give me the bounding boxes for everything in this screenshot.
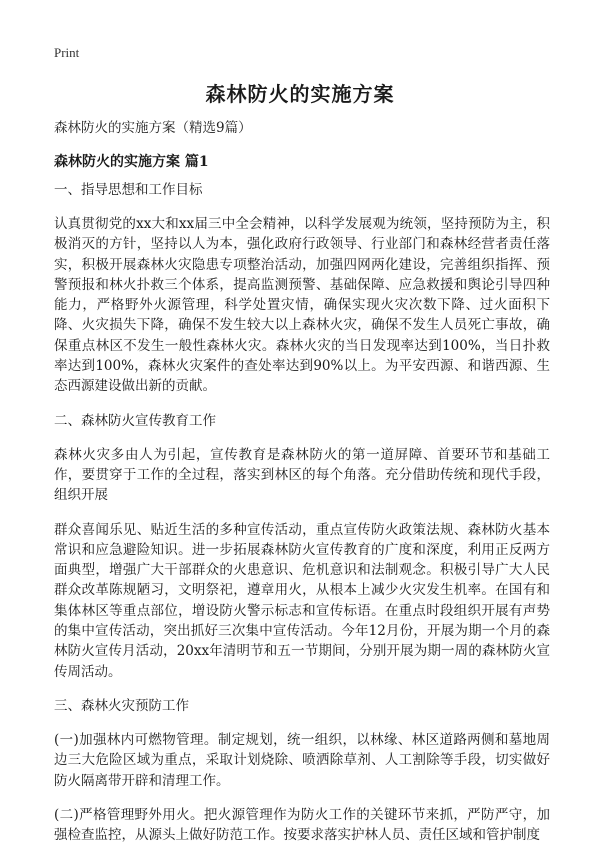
print-link[interactable]: Print (54, 45, 80, 60)
paragraph: 森林火灾多由人为引起，宣传教育是森林防火的第一道屏障、首要环节和基础工作，要贯穿于工作的全过程，落实到林区的每个角落。充分借助传统和现代手段，组织开展 (54, 446, 550, 504)
paragraph: 群众喜闻乐见、贴近生活的多种宣传活动，重点宣传防火政策法规、森林防火基本常识和应急避险知识。进一步拓展森林防火宣传教育的广度和深度，利用正反两方面典型，增强广大干部群众的火患意识、危机意识和法制观念。积极引导广大人民群众改革陈规陋习，文明祭祀，遵章用火，从根本上减少火灾发生机率。在国有和集体林区等重点部位，增设防火警示标志和宣传标语。在重点时段组织开展有声势的集中宣传活动，突出抓好三次集中宣传活动。今年12月份，开展为期一个月的森林防火宣传月活动，20xx年清明节和五一节期间，分别开展为期一周的森林防火宣传周活动。 (54, 521, 550, 680)
document-title: 森林防火的实施方案 (205, 82, 395, 106)
section-heading-guiding-ideology: 一、指导思想和工作目标 (54, 182, 203, 198)
section-heading-fire-prevention: 三、森林火灾预防工作 (54, 697, 189, 714)
document-body (54, 118, 550, 859)
paragraph: 认真贯彻党的xx大和xx届三中全会精神，以科学发展观为统领，坚持预防为主，积极消灭的方针，坚持以人为本，强化政府行政领导、行业部门和森林经营者责任落实，积极开展森林火灾隐患专项整治活动，加强四网两化建设，完善组织指挥、预警预报和林火扑救三个体系，提高监测预警、基础保障、应急救援和舆论引导四种能力，严格野外火源管理，科学处置灾情，确保实现火灾次数下降、过火面积下降、火灾损失下降，确保不发生较大以上森林火灾，确保不发生人员死亡事故，确保重点林区不发生一般性森林火灾。森林火灾的当日发现率达到100%，当日扑救率达到100%，森林火灾案件的查处率达到90%以上。为平安西源、和谐西源、生态西源建设做出新的贡献。 (54, 216, 550, 395)
paragraph: (一)加强林内可燃物管理。制定规划，统一组织，以林缘、林区道路两侧和墓地周边三大危险区域为重点，采取计划烧除、喷洒除草剂、人工割除等手段，切实做好防火隔离带开辟和清理工作。 (54, 731, 550, 789)
section-heading-publicity-education: 二、森林防火宣传教育工作 (54, 412, 216, 429)
document-subtitle: 森林防火的实施方案（精选9篇） (54, 120, 252, 136)
paragraph: (二)严格管理野外用火。把火源管理作为防火工作的关键环节来抓，严防严守，加强检查监控，从源头上做好防范工作。按要求落实护林人员、责任区域和管护制度 (54, 806, 550, 844)
article-heading: 森林防火的实施方案 篇1 (54, 154, 209, 170)
